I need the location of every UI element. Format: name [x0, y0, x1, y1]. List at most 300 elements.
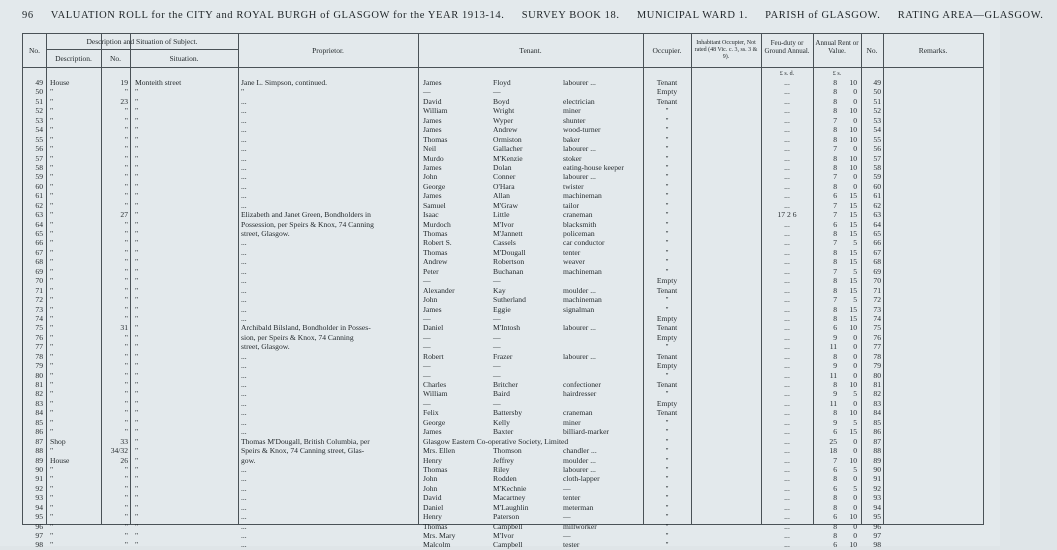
- cell-tenant-surname: Cassels: [493, 238, 516, 248]
- cell-rent-shillings: 15: [849, 313, 857, 323]
- cell-row-number: 57: [35, 153, 43, 163]
- cell-feu-duty: ...: [784, 96, 790, 106]
- cell-tenant-surname: Floyd: [493, 78, 511, 87]
- cell-tenant-first-name: James: [423, 191, 442, 201]
- cell-situation: ": [135, 417, 139, 427]
- cell-tenant-first-name: Mrs. Ellen: [423, 446, 456, 456]
- cell-rent-pounds: 7: [833, 455, 837, 465]
- cell-row-number-right: 53: [873, 115, 881, 125]
- cell-tenant-surname: Britcher: [493, 380, 518, 389]
- cell-tenant-surname: —: [493, 332, 501, 342]
- cell-street-number: ": [124, 115, 128, 125]
- cell-rent-shillings: 10: [849, 125, 857, 135]
- cell-rent-pounds: 8: [833, 521, 837, 531]
- cell-occupation: machineman: [563, 266, 602, 276]
- cell-tenant-first-name: —: [423, 87, 431, 97]
- cell-street-number: ": [124, 531, 128, 540]
- cell-tenant-surname: Robertson: [493, 257, 525, 267]
- cell-tenant-surname: Dolan: [493, 162, 512, 172]
- cell-description: ": [50, 389, 54, 399]
- cell-tenant-first-name: John: [423, 483, 438, 493]
- cell-row-number: 58: [35, 162, 43, 172]
- cell-description: ": [50, 229, 54, 238]
- cell-occupier: ": [665, 115, 669, 125]
- cell-occupier: ": [665, 502, 669, 512]
- cell-rent-pounds: 8: [833, 304, 837, 314]
- cell-feu-duty: ...: [784, 200, 790, 210]
- table-row: [23, 154, 983, 163]
- cell-feu-duty: ...: [784, 389, 790, 399]
- cell-situation: ": [135, 181, 139, 191]
- cell-proprietor: Archibald Bilsland, Bondholder in Posses-: [241, 323, 371, 333]
- cell-proprietor: ...: [241, 191, 247, 201]
- table-row: [23, 135, 983, 144]
- col-inhabitant: Inhabitant Occupier, Not rated (48 Vic. c. 3, ss. 3 & 9).: [694, 40, 758, 60]
- table-row: [23, 361, 983, 370]
- cell-rent-shillings: 0: [853, 474, 857, 484]
- cell-occupation: billiard-marker: [563, 427, 609, 437]
- cell-occupier: ": [665, 483, 669, 493]
- cell-street-number: 23: [120, 96, 128, 106]
- cell-tenant-first-name: Thomas: [423, 247, 448, 257]
- cell-tenant-surname: Paterson: [493, 512, 520, 522]
- cell-occupier: ": [665, 389, 669, 399]
- cell-feu-duty: ...: [784, 295, 790, 305]
- cell-rent-pounds: 8: [833, 351, 837, 361]
- cell-situation: ": [135, 257, 139, 267]
- cell-feu-duty: ...: [784, 531, 790, 540]
- cell-street-number: ": [124, 238, 128, 248]
- cell-occupier: ": [665, 304, 669, 314]
- table-row: [23, 172, 983, 181]
- cell-rent-shillings: 5: [853, 266, 857, 276]
- cell-feu-duty: ...: [784, 351, 790, 361]
- cell-proprietor: ...: [241, 531, 247, 540]
- cell-street-number: ": [124, 398, 128, 408]
- cell-occupier: Tenant: [656, 351, 678, 361]
- cell-street-number: ": [124, 408, 128, 418]
- cell-row-number: 49: [35, 78, 43, 87]
- cell-row-number: 69: [35, 266, 43, 276]
- cell-situation: ": [135, 531, 139, 540]
- cell-rent-shillings: 10: [849, 323, 857, 333]
- cell-rent-pounds: 7: [833, 144, 837, 154]
- cell-row-number: 62: [35, 200, 43, 210]
- cell-tenant-surname: Battersby: [493, 408, 523, 418]
- cell-situation: ": [135, 162, 139, 172]
- cell-occupation: wood-turner: [563, 125, 601, 135]
- cell-proprietor: Elizabeth and Janet Green, Bondholders in: [241, 210, 371, 220]
- cell-situation: ": [135, 191, 139, 201]
- cell-street-number: ": [124, 144, 128, 154]
- cell-occupation: meterman: [563, 502, 594, 512]
- cell-tenant-first-name: John: [423, 474, 438, 484]
- cell-description: ": [50, 295, 54, 305]
- cell-feu-duty: ...: [784, 474, 790, 484]
- cell-rent-pounds: 8: [833, 493, 837, 503]
- table-row: [23, 191, 983, 200]
- cell-description: ": [50, 144, 54, 154]
- cell-feu-duty: ...: [784, 229, 790, 238]
- cell-rent-shillings: 0: [853, 502, 857, 512]
- cell-row-number: 50: [35, 87, 43, 97]
- cell-rent-shillings: 10: [849, 380, 857, 389]
- cell-row-number-right: 87: [873, 436, 881, 446]
- cell-row-number: 90: [35, 464, 43, 474]
- cell-tenant-surname: Rodden: [493, 474, 517, 484]
- cell-rent-shillings: 15: [849, 304, 857, 314]
- cell-description: House: [50, 455, 70, 465]
- col-annual-rent: Annual Rent or Value.: [815, 39, 859, 55]
- cell-row-number-right: 63: [873, 210, 881, 220]
- cell-proprietor: ...: [241, 389, 247, 399]
- cell-row-number-right: 90: [873, 464, 881, 474]
- cell-street-number: ": [124, 370, 128, 380]
- feu-currency: £ s. d.: [779, 71, 795, 77]
- cell-row-number-right: 56: [873, 144, 881, 154]
- cell-row-number-right: 59: [873, 172, 881, 182]
- cell-rent-shillings: 0: [853, 521, 857, 531]
- cell-tenant-surname: —: [493, 342, 501, 352]
- cell-occupier: ": [665, 474, 669, 484]
- cell-rent-shillings: 0: [853, 87, 857, 97]
- col-occupier: Occupier.: [652, 46, 682, 55]
- cell-proprietor: ...: [241, 313, 247, 323]
- cell-row-number-right: 80: [873, 370, 881, 380]
- cell-street-number: ": [124, 483, 128, 493]
- cell-rent-pounds: 8: [833, 531, 837, 540]
- cell-rent-pounds: 6: [833, 191, 837, 201]
- cell-tenant-first-name: James: [423, 304, 442, 314]
- cell-row-number-right: 81: [873, 380, 881, 389]
- cell-occupier: Tenant: [656, 323, 678, 333]
- cell-rent-pounds: 11: [829, 370, 837, 380]
- cell-occupier: ": [665, 125, 669, 135]
- cell-occupation: tester: [563, 540, 580, 550]
- cell-row-number: 67: [35, 247, 43, 257]
- cell-row-number-right: 92: [873, 483, 881, 493]
- cell-tenant-surname: Allan: [493, 191, 510, 201]
- cell-row-number-right: 66: [873, 238, 881, 248]
- cell-occupier: ": [665, 295, 669, 305]
- cell-occupation: tailor: [563, 200, 580, 210]
- cell-rent-shillings: 0: [853, 446, 857, 456]
- cell-tenant-first-name: Thomas: [423, 521, 448, 531]
- table-row: [23, 144, 983, 153]
- cell-rent-shillings: 0: [853, 361, 857, 371]
- cell-occupation: chandler ...: [563, 446, 597, 456]
- cell-rent-pounds: 8: [833, 474, 837, 484]
- cell-row-number: 80: [35, 370, 43, 380]
- cell-occupation: labourer ...: [563, 351, 596, 361]
- cell-rent-pounds: 8: [833, 247, 837, 257]
- cell-street-number: ": [124, 200, 128, 210]
- cell-tenant-first-name: Alexander: [423, 285, 455, 295]
- cell-proprietor: ...: [241, 361, 247, 371]
- cell-situation: ": [135, 134, 139, 144]
- cell-row-number: 64: [35, 219, 43, 229]
- cell-tenant-first-name: Robert S.: [423, 238, 452, 248]
- cell-tenant-surname: Thomson: [493, 446, 522, 456]
- cell-rent-pounds: 8: [833, 285, 837, 295]
- cell-tenant-surname: Campbell: [493, 540, 523, 550]
- cell-rent-shillings: 15: [849, 219, 857, 229]
- cell-occupier: ": [665, 436, 669, 446]
- cell-street-number: ": [124, 427, 128, 437]
- cell-proprietor: ...: [241, 417, 247, 427]
- cell-situation: ": [135, 464, 139, 474]
- cell-description: ": [50, 181, 54, 191]
- cell-rent-shillings: 0: [853, 531, 857, 540]
- parish: PARISH of GLASGOW.: [765, 10, 881, 21]
- table-row: [23, 116, 983, 125]
- rent-currency: £ s.: [832, 71, 842, 77]
- cell-rent-pounds: 8: [833, 96, 837, 106]
- cell-street-number: ": [124, 276, 128, 286]
- cell-rent-shillings: 10: [849, 106, 857, 116]
- cell-row-number: 86: [35, 427, 43, 437]
- cell-tenant-first-name: Thomas: [423, 464, 448, 474]
- cell-row-number-right: 62: [873, 200, 881, 210]
- table-row: [23, 220, 983, 229]
- cell-proprietor: ...: [241, 540, 247, 550]
- cell-situation: ": [135, 332, 139, 342]
- cell-rent-pounds: 8: [833, 229, 837, 238]
- cell-occupation: —: [563, 483, 571, 493]
- cell-row-number: 87: [35, 436, 43, 446]
- cell-occupier: Tenant: [656, 408, 678, 418]
- cell-street-number: ": [124, 247, 128, 257]
- cell-feu-duty: ...: [784, 361, 790, 371]
- cell-situation: ": [135, 295, 139, 305]
- cell-description: ": [50, 493, 54, 503]
- cell-situation: ": [135, 512, 139, 522]
- cell-rent-shillings: 5: [853, 238, 857, 248]
- cell-feu-duty: ...: [784, 285, 790, 295]
- cell-description: ": [50, 427, 54, 437]
- cell-rent-shillings: 0: [853, 115, 857, 125]
- cell-rent-shillings: 5: [853, 483, 857, 493]
- cell-proprietor: ...: [241, 370, 247, 380]
- cell-feu-duty: 17 2 6: [777, 210, 797, 220]
- cell-situation: ": [135, 540, 139, 550]
- cell-description: ": [50, 106, 54, 116]
- cell-tenant-first-name: —: [423, 313, 431, 323]
- cell-row-number-right: 57: [873, 153, 881, 163]
- cell-row-number-right: 49: [873, 78, 881, 87]
- cell-rent-shillings: 5: [853, 389, 857, 399]
- cell-rent-shillings: 15: [849, 200, 857, 210]
- table-row: [23, 408, 983, 417]
- cell-situation: ": [135, 455, 139, 465]
- cell-row-number: 93: [35, 493, 43, 503]
- cell-row-number-right: 58: [873, 162, 881, 172]
- cell-row-number-right: 93: [873, 493, 881, 503]
- cell-proprietor: ...: [241, 257, 247, 267]
- cell-street-number: ": [124, 219, 128, 229]
- cell-tenant-first-name: Thomas: [423, 229, 448, 238]
- cell-description: ": [50, 332, 54, 342]
- cell-rent-shillings: 0: [853, 398, 857, 408]
- cell-feu-duty: ...: [784, 162, 790, 172]
- cell-rent-shillings: 5: [853, 417, 857, 427]
- cell-proprietor: ...: [241, 134, 247, 144]
- table-row: [23, 267, 983, 276]
- cell-proprietor: ...: [241, 351, 247, 361]
- cell-tenant-surname: O'Hara: [493, 181, 515, 191]
- cell-occupation: —: [563, 531, 571, 540]
- cell-proprietor: ...: [241, 115, 247, 125]
- cell-row-number: 63: [35, 210, 43, 220]
- cell-rent-pounds: 6: [833, 464, 837, 474]
- table-row: [23, 276, 983, 285]
- cell-tenant-first-name: Andrew: [423, 257, 448, 267]
- cell-row-number-right: 96: [873, 521, 881, 531]
- cell-rent-shillings: 15: [849, 210, 857, 220]
- cell-tenant-first-name: Felix: [423, 408, 439, 418]
- cell-row-number-right: 77: [873, 342, 881, 352]
- cell-street-number: 33: [120, 436, 128, 446]
- cell-rent-shillings: 15: [849, 229, 857, 238]
- cell-proprietor: ...: [241, 380, 247, 389]
- cell-row-number-right: 70: [873, 276, 881, 286]
- cell-feu-duty: ...: [784, 417, 790, 427]
- cell-description: ": [50, 153, 54, 163]
- cell-rent-shillings: 10: [849, 153, 857, 163]
- cell-tenant-first-name: —: [423, 332, 431, 342]
- cell-row-number: 55: [35, 134, 43, 144]
- cell-street-number: ": [124, 361, 128, 371]
- cell-tenant-surname: M'Jannett: [493, 229, 523, 238]
- cell-row-number: 77: [35, 342, 43, 352]
- cell-tenant-surname: M'Ivor: [493, 219, 514, 229]
- cell-proprietor: Thomas M'Dougall, British Columbia, per: [241, 436, 370, 446]
- cell-tenant-surname: Eggie: [493, 304, 511, 314]
- cell-description: ": [50, 125, 54, 135]
- cell-row-number: 78: [35, 351, 43, 361]
- cell-row-number: 72: [35, 295, 43, 305]
- cell-row-number: 54: [35, 125, 43, 135]
- cell-row-number-right: 84: [873, 408, 881, 418]
- cell-tenant-first-name: Henry: [423, 455, 442, 465]
- table-row: [23, 540, 983, 549]
- cell-occupier: ": [665, 162, 669, 172]
- cell-row-number-right: 65: [873, 229, 881, 238]
- cell-row-number-right: 78: [873, 351, 881, 361]
- cell-rent-shillings: 10: [849, 455, 857, 465]
- cell-row-number: 76: [35, 332, 43, 342]
- cell-rent-pounds: 7: [833, 210, 837, 220]
- cell-rent-shillings: 10: [849, 78, 857, 87]
- cell-tenant-surname: M'Intosh: [493, 323, 521, 333]
- cell-tenant-surname: M'Laughlin: [493, 502, 529, 512]
- cell-proprietor: ...: [241, 483, 247, 493]
- cell-rent-pounds: 6: [833, 540, 837, 550]
- cell-tenant-first-name: James: [423, 427, 442, 437]
- cell-situation: ": [135, 219, 139, 229]
- cell-tenant-surname: Jeffrey: [493, 455, 514, 465]
- cell-proprietor: ...: [241, 276, 247, 286]
- table-row: [23, 97, 983, 106]
- cell-situation: ": [135, 493, 139, 503]
- cell-tenant-surname: —: [493, 313, 501, 323]
- cell-occupation: eating-house keeper: [563, 162, 624, 172]
- cell-description: ": [50, 285, 54, 295]
- cell-situation: ": [135, 172, 139, 182]
- cell-rent-shillings: 0: [853, 370, 857, 380]
- cell-tenant-surname: M'Ivor: [493, 531, 514, 540]
- cell-rent-pounds: 8: [833, 125, 837, 135]
- table-row: [23, 446, 983, 455]
- table-row: [23, 427, 983, 436]
- cell-occupier: Empty: [656, 361, 678, 371]
- cell-occupation: hairdresser: [563, 389, 597, 399]
- cell-situation: ": [135, 285, 139, 295]
- cell-description: ": [50, 342, 54, 352]
- cell-situation: Monteith street: [135, 78, 182, 87]
- cell-tenant-first-name: Samuel: [423, 200, 446, 210]
- cell-row-number: 97: [35, 531, 43, 540]
- col-number: No.: [109, 54, 122, 63]
- cell-occupation: blacksmith: [563, 219, 597, 229]
- cell-row-number-right: 76: [873, 332, 881, 342]
- col-situation: Situation.: [169, 54, 199, 63]
- cell-description: ": [50, 380, 54, 389]
- cell-proprietor: ...: [241, 427, 247, 437]
- cell-tenant-first-name: Daniel: [423, 502, 444, 512]
- cell-proprietor: ...: [241, 96, 247, 106]
- roll-rows: [23, 78, 983, 550]
- table-row: [23, 512, 983, 521]
- cell-situation: ": [135, 474, 139, 484]
- table-row: [23, 286, 983, 295]
- cell-rent-shillings: 10: [849, 540, 857, 550]
- table-row: [23, 399, 983, 408]
- cell-situation: ": [135, 483, 139, 493]
- cell-street-number: ": [124, 162, 128, 172]
- cell-rent-pounds: 7: [833, 200, 837, 210]
- cell-proprietor: Jane L. Simpson, continued.: [241, 78, 328, 87]
- cell-row-number: 52: [35, 106, 43, 116]
- cell-proprietor: ...: [241, 464, 247, 474]
- cell-situation: ": [135, 398, 139, 408]
- table-row: [23, 125, 983, 134]
- cell-row-number-right: 79: [873, 361, 881, 371]
- table-row: [23, 182, 983, 191]
- cell-situation: ": [135, 502, 139, 512]
- cell-row-number-right: 64: [873, 219, 881, 229]
- cell-occupier: ": [665, 464, 669, 474]
- cell-rent-pounds: 11: [829, 398, 837, 408]
- cell-row-number-right: 75: [873, 323, 881, 333]
- cell-occupation: craneman: [563, 210, 593, 220]
- cell-occupation: labourer ...: [563, 172, 596, 182]
- cell-street-number: ": [124, 285, 128, 295]
- cell-occupier: ": [665, 417, 669, 427]
- cell-tenant-surname: Sutherland: [493, 295, 526, 305]
- page-number: 96: [22, 10, 34, 21]
- cell-proprietor: ...: [241, 153, 247, 163]
- cell-proprietor: ...: [241, 200, 247, 210]
- cell-situation: ": [135, 361, 139, 371]
- cell-rent-pounds: 6: [833, 427, 837, 437]
- cell-occupier: Empty: [656, 332, 678, 342]
- cell-feu-duty: ...: [784, 502, 790, 512]
- cell-occupation: stoker: [563, 153, 582, 163]
- cell-feu-duty: ...: [784, 380, 790, 389]
- cell-situation: ": [135, 125, 139, 135]
- table-row: [23, 201, 983, 210]
